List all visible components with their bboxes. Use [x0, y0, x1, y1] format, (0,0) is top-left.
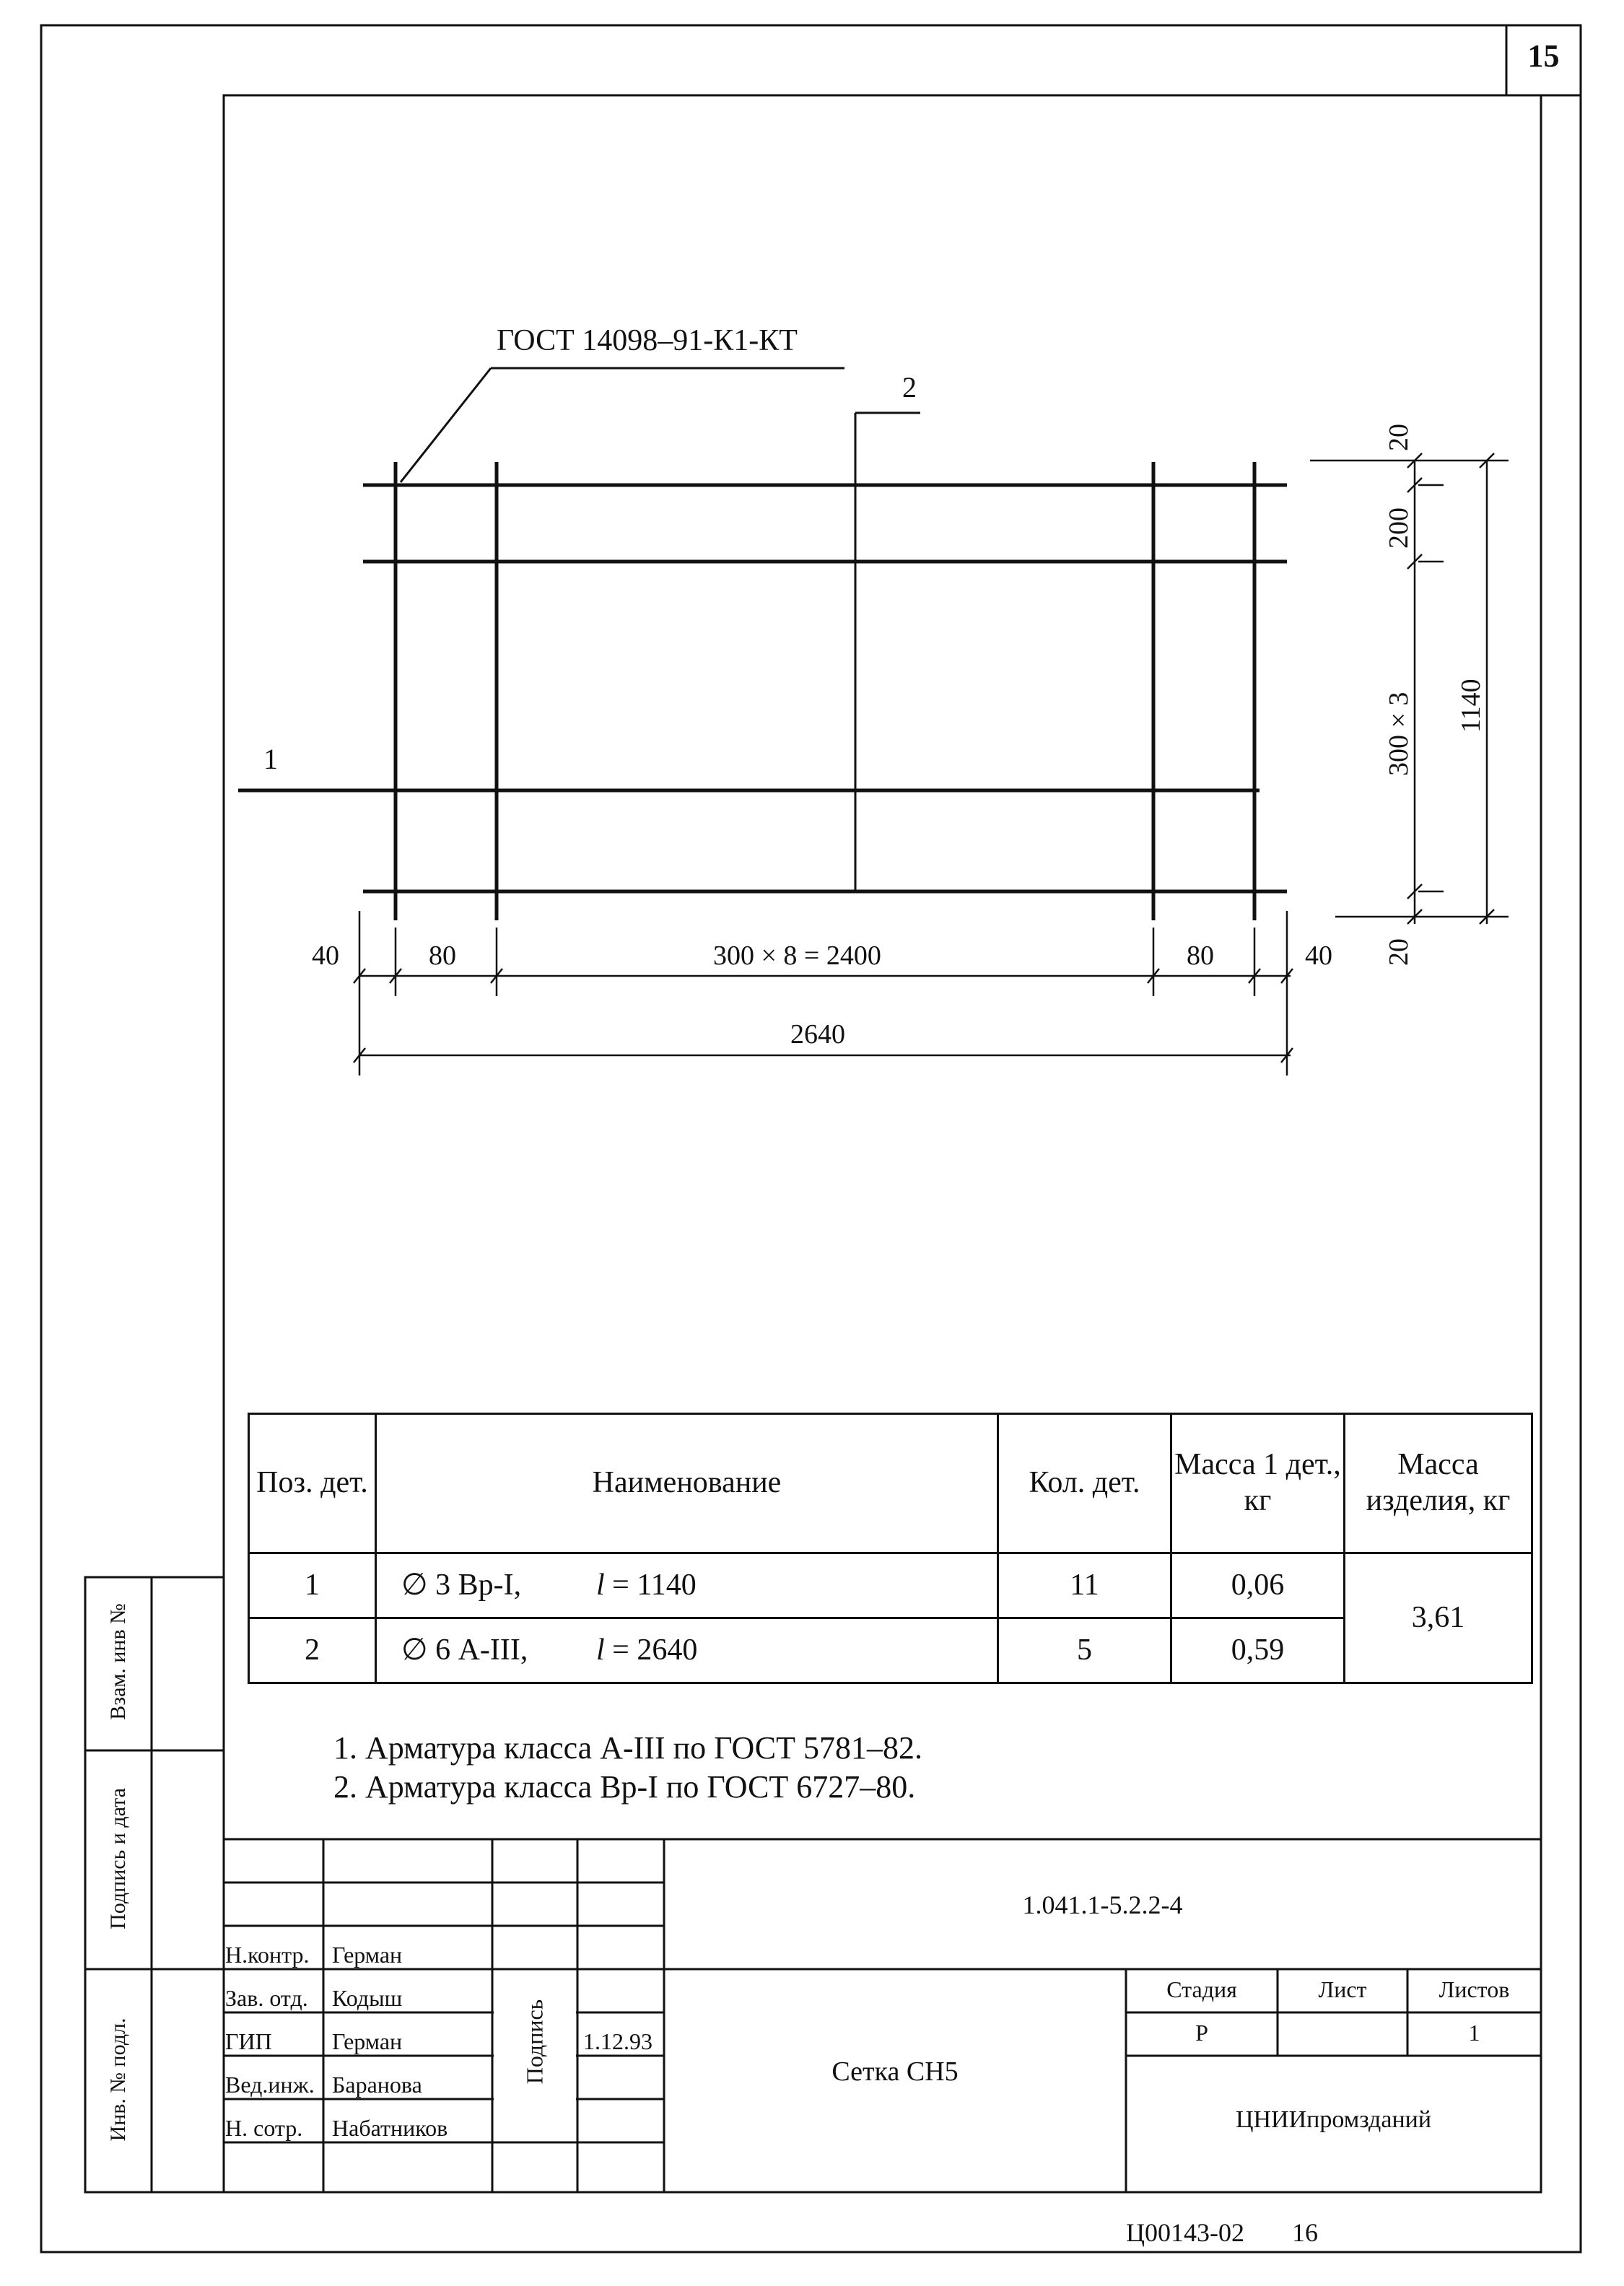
row-mass: 0,06 [1171, 1553, 1345, 1618]
col-header-unit-mass: Масса 1 дет., кг [1171, 1414, 1345, 1553]
approval-date: 1.12.93 [583, 2028, 652, 2054]
inv-replace-label: Взам. инв № [106, 1603, 130, 1720]
col-header-name: Наименование [376, 1414, 998, 1553]
sheet-label: Лист [1318, 1976, 1367, 2002]
dim-top-edge: 20 [1384, 424, 1414, 451]
total-mass: 3,61 [1345, 1553, 1532, 1683]
row-diameter: ∅ 3 Вр-I, [401, 1568, 522, 1602]
dim-top-span: 200 [1384, 507, 1414, 549]
notes [333, 1729, 922, 1807]
dim-right-inner: 80 [1187, 941, 1214, 971]
row-name [376, 1553, 998, 1618]
person-name: Кодыш [332, 1985, 403, 2011]
person-name: Герман [332, 1942, 403, 1968]
dim-right-edge: 40 [1305, 941, 1332, 971]
dim-left-edge: 40 [312, 941, 339, 971]
person-name: Баранова [332, 2072, 422, 2098]
sheets-label: Листов [1439, 1976, 1510, 2002]
dim-total-height: 1140 [1456, 679, 1486, 733]
drawing-title: Сетка СН5 [831, 2056, 959, 2087]
table-header-row [249, 1414, 1532, 1553]
dim-middle: 300 × 8 = 2400 [713, 941, 881, 971]
role-label: Вед.инж. [225, 2072, 315, 2098]
sheets-value: 1 [1468, 2020, 1480, 2046]
document-code: 1.041.1-5.2.2-4 [1022, 1890, 1183, 1919]
dim-left-inner: 80 [429, 941, 456, 971]
dim-total-length: 2640 [790, 1019, 845, 1050]
role-label: Н.контр. [225, 1942, 310, 1968]
person-name: Набатников [332, 2115, 448, 2141]
role-label: Н. сотр. [225, 2115, 303, 2141]
organization: ЦНИИпромзданий [1235, 2106, 1432, 2133]
dim-vertical-span: 300 × 3 [1384, 692, 1414, 776]
row-length: = 2640 [612, 1633, 698, 1667]
role-label: ГИП [225, 2028, 272, 2054]
dim-bottom-edge: 20 [1384, 938, 1414, 966]
position-label-1: 1 [263, 743, 278, 775]
row-length-symbol: l [596, 1568, 605, 1602]
row-diameter: ∅ 6 А-III, [401, 1633, 528, 1667]
row-length-symbol: l [596, 1633, 605, 1667]
row-mass: 0,59 [1171, 1618, 1345, 1683]
signature-label: Подпись [521, 1999, 548, 2085]
row-length: = 1140 [612, 1568, 697, 1602]
table-row [249, 1553, 1532, 1618]
stage-label: Стадия [1166, 1976, 1237, 2002]
row-qty: 5 [998, 1618, 1171, 1683]
footer-page: 16 [1292, 2218, 1318, 2247]
mesh-drawing [238, 413, 1287, 920]
person-name: Герман [332, 2028, 403, 2054]
note-2: 2. Арматура класса Вр-I по ГОСТ 6727–80. [333, 1769, 916, 1805]
note-1: 1. Арматура класса А-III по ГОСТ 5781–82. [333, 1730, 923, 1766]
sign-date-label: Подпись и дата [106, 1788, 130, 1929]
footer-code: Ц00143-02 [1126, 2218, 1244, 2247]
row-qty: 11 [998, 1553, 1171, 1618]
role-label: Зав. отд. [225, 1985, 308, 2011]
row-name [376, 1618, 998, 1683]
page-number: 15 [1527, 38, 1560, 74]
row-pos: 1 [249, 1553, 376, 1618]
position-label-2: 2 [902, 371, 917, 403]
col-header-total-mass: Масса изделия, кг [1345, 1414, 1532, 1553]
inner-frame [224, 95, 1541, 2192]
stage-value: Р [1195, 2020, 1208, 2046]
col-header-qty: Кол. дет. [998, 1414, 1171, 1553]
table-row [249, 1618, 1532, 1683]
specification-table [248, 1413, 1533, 1684]
weld-callout: ГОСТ 14098–91-К1-КТ [497, 324, 798, 357]
row-pos: 2 [249, 1618, 376, 1683]
inv-orig-label: Инв. № подл. [106, 2017, 130, 2142]
col-header-pos: Поз. дет. [249, 1414, 376, 1553]
